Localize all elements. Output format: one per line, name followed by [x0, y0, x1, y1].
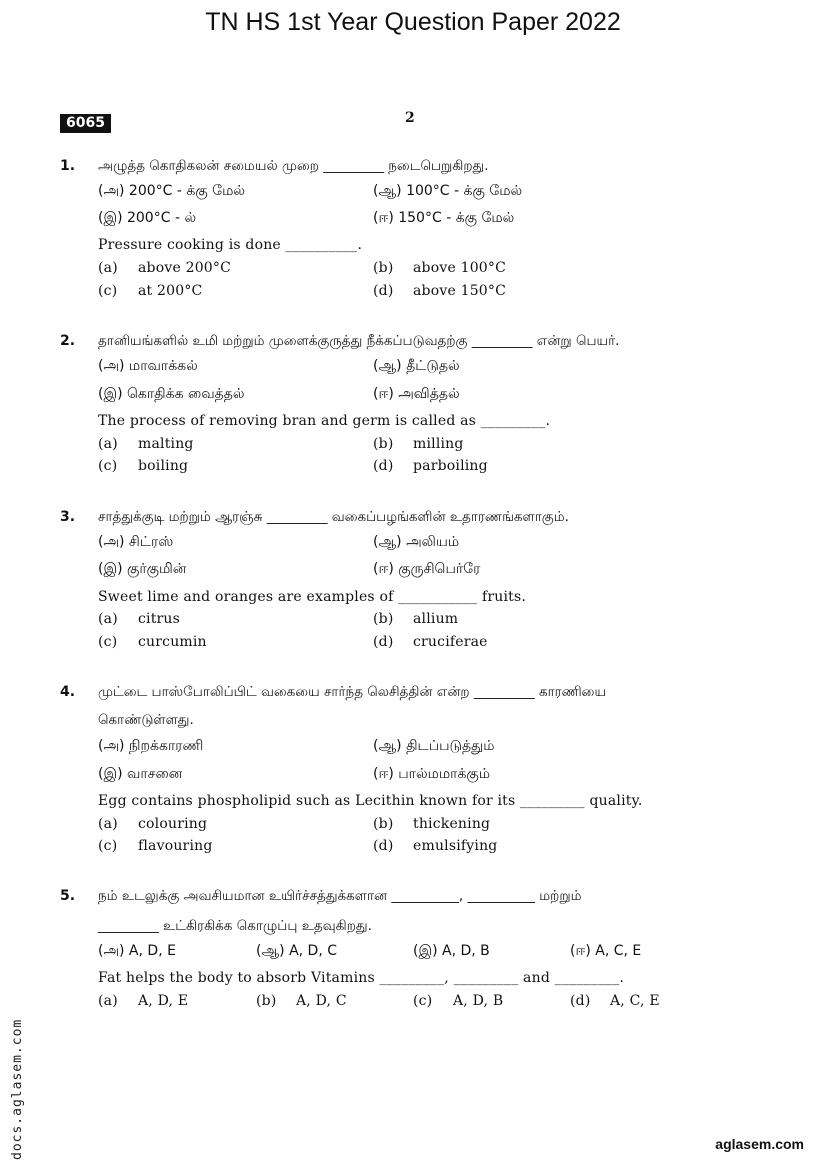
option-label: (a) [98, 260, 118, 276]
option-label: (a) [98, 436, 118, 452]
question-number: 5. [60, 888, 76, 904]
question-number: 1. [60, 158, 76, 174]
option-a [98, 816, 207, 832]
option-label: (d) [373, 838, 394, 854]
option-b [373, 816, 490, 832]
option-text: A, D, B [453, 993, 504, 1009]
tamil-option-d: (ஈ) குருசிபெர்ரே [373, 561, 481, 577]
option-text: emulsifying [413, 838, 498, 854]
option-d [373, 458, 488, 474]
option-b [373, 611, 458, 627]
option-text: cruciferae [413, 634, 488, 650]
option-label: (b) [373, 260, 394, 276]
option-c [98, 458, 188, 474]
watermark-url: docs.aglasem.com [10, 1018, 25, 1160]
english-question-text: The process of removing bran and germ is called as _________. [98, 413, 551, 429]
option-c [98, 838, 213, 854]
option-text: thickening [413, 816, 491, 832]
tamil-option-b: (ஆ) அலியம் [373, 534, 460, 550]
option-text: at 200°C [138, 283, 203, 299]
english-question-text: Pressure cooking is done __________. [98, 237, 363, 253]
english-question-text: Fat helps the body to absorb Vitamins _________, _________ and _________. [98, 970, 625, 986]
question-number: 2. [60, 333, 76, 349]
tamil-option-d: (ஈ) பால்மமாக்கும் [373, 766, 491, 782]
tamil-option-c: (இ) A, D, B [413, 943, 490, 959]
page-title: TN HS 1st Year Question Paper 2022 [205, 8, 621, 36]
option-d [373, 838, 497, 854]
option-label: (d) [373, 283, 394, 299]
option-text: above 150°C [413, 283, 507, 299]
option-d [570, 993, 660, 1009]
option-text: colouring [138, 816, 208, 832]
option-label: (a) [98, 993, 118, 1009]
option-label: (b) [373, 611, 394, 627]
tamil-option-c: (இ) கொதிக்க வைத்தல் [98, 386, 245, 402]
option-label: (c) [413, 993, 433, 1009]
option-c [413, 993, 503, 1009]
tamil-question-text: அழுத்த கொதிகலன் சமையல் முறை _________ நடைபெறுகிறது. [98, 158, 489, 174]
tamil-option-d: (ஈ) அவித்தல் [373, 386, 460, 402]
option-label: (c) [98, 283, 118, 299]
option-label: (b) [373, 816, 394, 832]
tamil-question-text: நம் உடலுக்கு அவசியமான உயிர்ச்சத்துக்களான __________, __________ மற்றும் [98, 888, 582, 904]
option-label: (c) [98, 838, 118, 854]
option-d [373, 283, 506, 299]
option-label: (d) [373, 634, 394, 650]
option-b [373, 260, 506, 276]
tamil-option-a: (அ) A, D, E [98, 943, 176, 959]
tamil-option-a: (அ) 200°C - க்கு மேல் [98, 183, 245, 199]
question-number: 3. [60, 509, 76, 525]
option-text: curcumin [138, 634, 207, 650]
option-c [98, 634, 207, 650]
option-label: (b) [256, 993, 277, 1009]
option-b [373, 436, 464, 452]
option-a [98, 611, 180, 627]
option-a [98, 260, 231, 276]
tamil-option-b: (ஆ) 100°C - க்கு மேல் [373, 183, 523, 199]
tamil-option-b: (ஆ) தீட்டுதல் [373, 358, 460, 374]
option-text: above 200°C [138, 260, 232, 276]
tamil-option-c: (இ) வாசனை [98, 766, 183, 782]
option-b [256, 993, 347, 1009]
option-text: malting [138, 436, 194, 452]
option-text: above 100°C [413, 260, 507, 276]
option-c [98, 283, 202, 299]
option-text: A, C, E [610, 993, 660, 1009]
tamil-option-b: (ஆ) A, D, C [256, 943, 338, 959]
option-label: (d) [373, 458, 394, 474]
option-text: A, D, E [138, 993, 189, 1009]
english-question-text: Egg contains phospholipid such as Lecithin known for its _________ quality. [98, 793, 643, 809]
tamil-option-b: (ஆ) திடப்படுத்தும் [373, 738, 495, 754]
option-text: milling [413, 436, 464, 452]
tamil-question-text: சாத்துக்குடி மற்றும் ஆரஞ்சு _________ வகைப்பழங்களின் உதாரணங்களாகும். [98, 509, 569, 525]
footer-brand: aglasem.com [715, 1136, 804, 1152]
page-number: 2 [405, 110, 415, 126]
option-text: allium [413, 611, 459, 627]
english-question-text: Sweet lime and oranges are examples of ___________ fruits. [98, 589, 527, 605]
option-label: (c) [98, 458, 118, 474]
tamil-option-d: (ஈ) 150°C - க்கு மேல் [373, 210, 515, 226]
option-a [98, 993, 188, 1009]
tamil-question-text: முட்டை பாஸ்போலிப்பிட் வகையை சார்ந்த லெசித்தின் என்ற _________ காரணியை [98, 684, 607, 700]
option-label: (b) [373, 436, 394, 452]
option-d [373, 634, 488, 650]
tamil-option-a: (அ) மாவாக்கல் [98, 358, 198, 374]
tamil-option-a: (அ) நிறக்காரணி [98, 738, 204, 754]
tamil-option-c: (இ) 200°C - ல் [98, 210, 197, 226]
option-text: citrus [138, 611, 181, 627]
option-text: boiling [138, 458, 189, 474]
option-label: (c) [98, 634, 118, 650]
option-label: (a) [98, 611, 118, 627]
tamil-question-text: தானியங்களில் உமி மற்றும் முளைக்குருத்து நீக்கப்படுவதற்கு _________ என்று பெயர். [98, 333, 620, 349]
option-label: (a) [98, 816, 118, 832]
tamil-option-c: (இ) குர்குமின் [98, 561, 187, 577]
tamil-question-text-continued: _________ உட்கிரகிக்க கொழுப்பு உதவுகிறது. [98, 918, 372, 934]
option-text: parboiling [413, 458, 488, 474]
option-text: flavouring [138, 838, 213, 854]
question-number: 4. [60, 684, 76, 700]
tamil-option-d: (ஈ) A, C, E [570, 943, 642, 959]
option-a [98, 436, 194, 452]
tamil-option-a: (அ) சிட்ரஸ் [98, 534, 174, 550]
tamil-question-text-continued: கொண்டுள்ளது. [98, 712, 194, 728]
option-label: (d) [570, 993, 591, 1009]
paper-code-badge: 6065 [60, 114, 111, 133]
option-text: A, D, C [296, 993, 347, 1009]
